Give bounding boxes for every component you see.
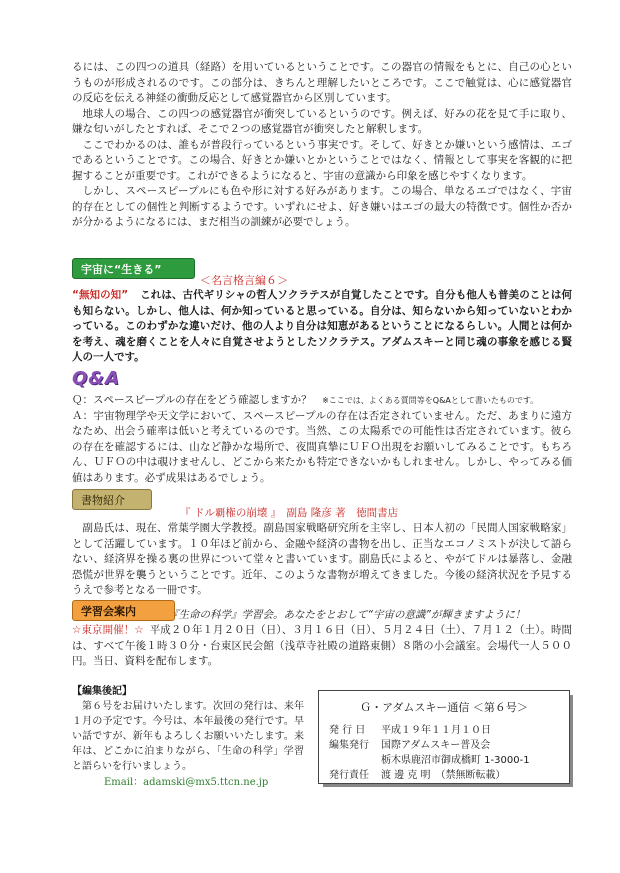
editor-email[interactable]: Email：adamski@mx5.ttcn.ne.jp [104,777,269,788]
colophon-label: 発行責任 [329,770,369,781]
colophon-row [329,751,530,766]
intro-paragraph: しかし、スペースピープルにも色や形に対する好みがあります。この場合、単なるエゴではなく、宇宙的存在としての個性と判断するようです。いずれにせよ、好き嫌いはエゴの最大の特徴です。個性か否かが分かるようになるには、まだ相当の訓練が必要でしょう。 [72,185,572,228]
colophon-title: Ｇ・アダムスキー通信 ＜第６号＞ [360,701,528,714]
study-text [72,623,572,670]
colophon-value: 国際アダムスキー普及会 [381,740,491,751]
colophon-value: 平成１９年１１月１０日 [381,725,491,736]
colophon-row [329,766,506,781]
editor-body: 第６号をお届けいたします。次回の発行は、来年１月の予定です。今号は、本年最後の発行です。早い話ですが、新年もよろしくお願いいたします。来年は、どこかに泊まりながら、「生命の科学」学習と語らいを行いましょう。 [72,701,304,772]
book-heading [180,505,398,520]
book-body: 副島氏は、現在、常葉学園大学教授。副島国家戦略研究所を主宰し、日本人初の「民間人国家戦略家」として活躍しています。１０年ほど前から、金融や経済の書物を出し、正当なエコノミストが決して語らない、経済界を操る裏の世界について堂々と書いています。副島氏によると、やがてドルは暴落し、金融恐慌が世界を襲うということです。近年、このような書物が増えてきました。今後の経済状況を予見するうえで参考となる一冊です。 [72,522,572,596]
intro-paragraph: るには、この四つの道具（経路）を用いているということです。この器官の情報をもとに、自己の心というものが形成されるのです。この部分は、きちんと理解したいところです。ここで触覚は、心に感覚器官の反応を伝える神経の衝動反応として感覚器官から区別しています。 [72,61,572,104]
study-section-tag: 学習会案内 [72,600,175,621]
colophon-row [329,736,490,751]
quote-text [72,288,572,366]
study-body: 平成２０年１月２０日（日）、３月１６日（日）、５月２４日（土）、７月１２（土）。時間は、すべて午後１時３０分・台東区民会館（浅草寺社殿の道路東側）８階の小会議室。会場代一人５００円。当日、資料を配布します。 [72,624,572,667]
qa-logo: Q&A [72,368,120,389]
book-section-tag: 書物紹介 [72,489,152,510]
quote-body: これは、古代ギリシャの哲人ソクラテスが自覚したことです。自分も他人も普美のことは何も知らない。しかし、他人は、何か知っていると思っている。自分は、知らないから知っていないとわかっている。このわずかな違いだけ、他の人より自分は知恵があるということになるらしい。人間とは何かを考え、魂を磨くことを人々に自覚させようとしたソクラテス。アダムスキーと同じ魂の事象を感じる賢人の一人です。 [72,289,572,363]
intro-text [72,60,572,231]
qa-answer: Ａ：宇宙物理学や天文学において、スペースピープルの存在は否定されていません。ただ、あまりに遠方なため、出会う確率は低いと考えているのです。当然、この太陽系での可能性は否定されています。彼らの存在を確認するには、山など静かな場所で、夜間真摯にＵＦＯ出現をお願いしてみることです。もちろん、ＵＦＯの中は覗けませんし、どこから来たかも特定できないかもしれません。しかし、やってみる価値はあります。必ず成果はあるでしょう。 [72,409,572,484]
qa-text [72,393,572,486]
study-headline: 『生命の科学』学習会。あなたをとおして“宇宙の意識”が輝きますように！ [168,609,526,621]
study-lead: ☆東京開催！☆ [72,624,144,636]
book-title: 『 ドル覇権の崩壊 』 [180,507,276,519]
colophon-row [329,721,491,736]
qa-question: Ｑ：スペースピープルの存在をどう確認しますか？ [72,394,312,406]
colophon-label: 編集発行 [329,740,369,751]
colophon-label: 発 行 日 [329,725,366,736]
editor-heading: 【編集後記】 [72,686,132,697]
quote-section-tag: 宇宙に“生きる” [72,258,195,279]
book-publisher: 徳間書店 [356,507,399,519]
colophon-box [318,690,570,784]
book-author: 副島 隆彦 著 [286,507,346,519]
colophon-value: 栃木県鹿沼市御成橋町 1-3000-1 [381,755,530,766]
colophon-value: 渡 邊 克 明 （禁無断転載） [381,770,506,781]
book-text [72,521,572,599]
intro-paragraph: 地球人の場合、この四つの感覚器官が衝突しているというのです。例えば、好みの花を見て手に取り、嫌な匂いがしたとすれば、そこで２つの感覚器官が衝突したと解釈します。 [72,107,572,135]
quote-lead: “無知の知” [72,289,129,301]
quote-subtitle: ＜名言格言編６＞ [200,274,288,287]
qa-note: ※ここでは、よくある質問等をQ&Aとして書いたものです。 [322,396,539,405]
intro-paragraph: ここでわかるのは、誰もが普段行っているという事実です。そして、好きとか嫌いという感情は、エゴであるということです。この場合、好きとか嫌いとかということではなく、情報として事実を客観的に把握することが重要です。これができるようになると、宇宙の意識から印象を感じやすくなります。 [72,138,572,182]
editor-note [72,684,304,774]
